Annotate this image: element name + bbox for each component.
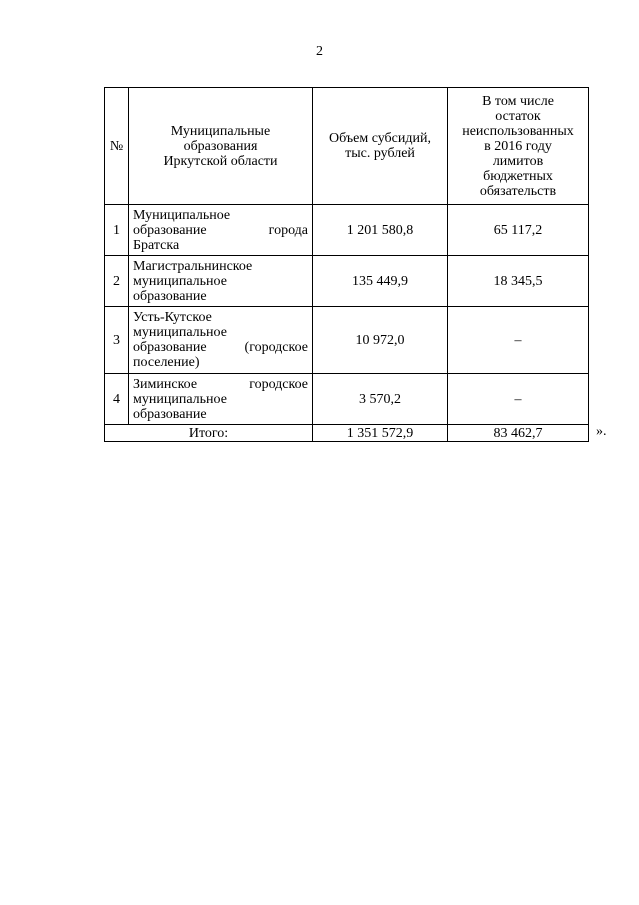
row-subsidy: 135 449,9 xyxy=(313,256,448,307)
row-subsidy: 10 972,0 xyxy=(313,307,448,374)
header-subsidy: Объем субсидий, тыс. рублей xyxy=(313,88,448,205)
row-num: 3 xyxy=(105,307,129,374)
row-municipality: Магистральнинское муниципальное образование xyxy=(129,256,313,307)
total-remainder: 83 462,7 xyxy=(448,425,589,442)
table-row xyxy=(105,307,589,374)
row-remainder: 18 345,5 xyxy=(448,256,589,307)
page-number: 2 xyxy=(316,44,323,59)
row-num: 2 xyxy=(105,256,129,307)
total-subsidy: 1 351 572,9 xyxy=(313,425,448,442)
row-subsidy: 1 201 580,8 xyxy=(313,205,448,256)
row-municipality: Муниципальное образование города Братска xyxy=(129,205,313,256)
row-remainder: 65 117,2 xyxy=(448,205,589,256)
header-num: № xyxy=(105,88,129,205)
closing-quote-mark: ». xyxy=(596,424,607,439)
header-remainder: В том числе остаток неиспользованных в 2016 году лимитов бюджетных обязательств xyxy=(448,88,589,205)
row-municipality: Усть-Кутское муниципальное образование (городское поселение) xyxy=(129,307,313,374)
header-municipality: Муниципальные образования Иркутской области xyxy=(129,88,313,205)
row-num: 4 xyxy=(105,374,129,425)
row-subsidy: 3 570,2 xyxy=(313,374,448,425)
table-row xyxy=(105,256,589,307)
row-municipality: Зиминское городское муниципальное образование xyxy=(129,374,313,425)
row-remainder: – xyxy=(448,307,589,374)
table-header-row xyxy=(105,88,589,205)
row-remainder: – xyxy=(448,374,589,425)
row-num: 1 xyxy=(105,205,129,256)
table-row xyxy=(105,205,589,256)
total-label: Итого: xyxy=(105,425,313,442)
table-total-row xyxy=(105,425,589,442)
table-row xyxy=(105,374,589,425)
subsidies-table xyxy=(104,87,589,442)
